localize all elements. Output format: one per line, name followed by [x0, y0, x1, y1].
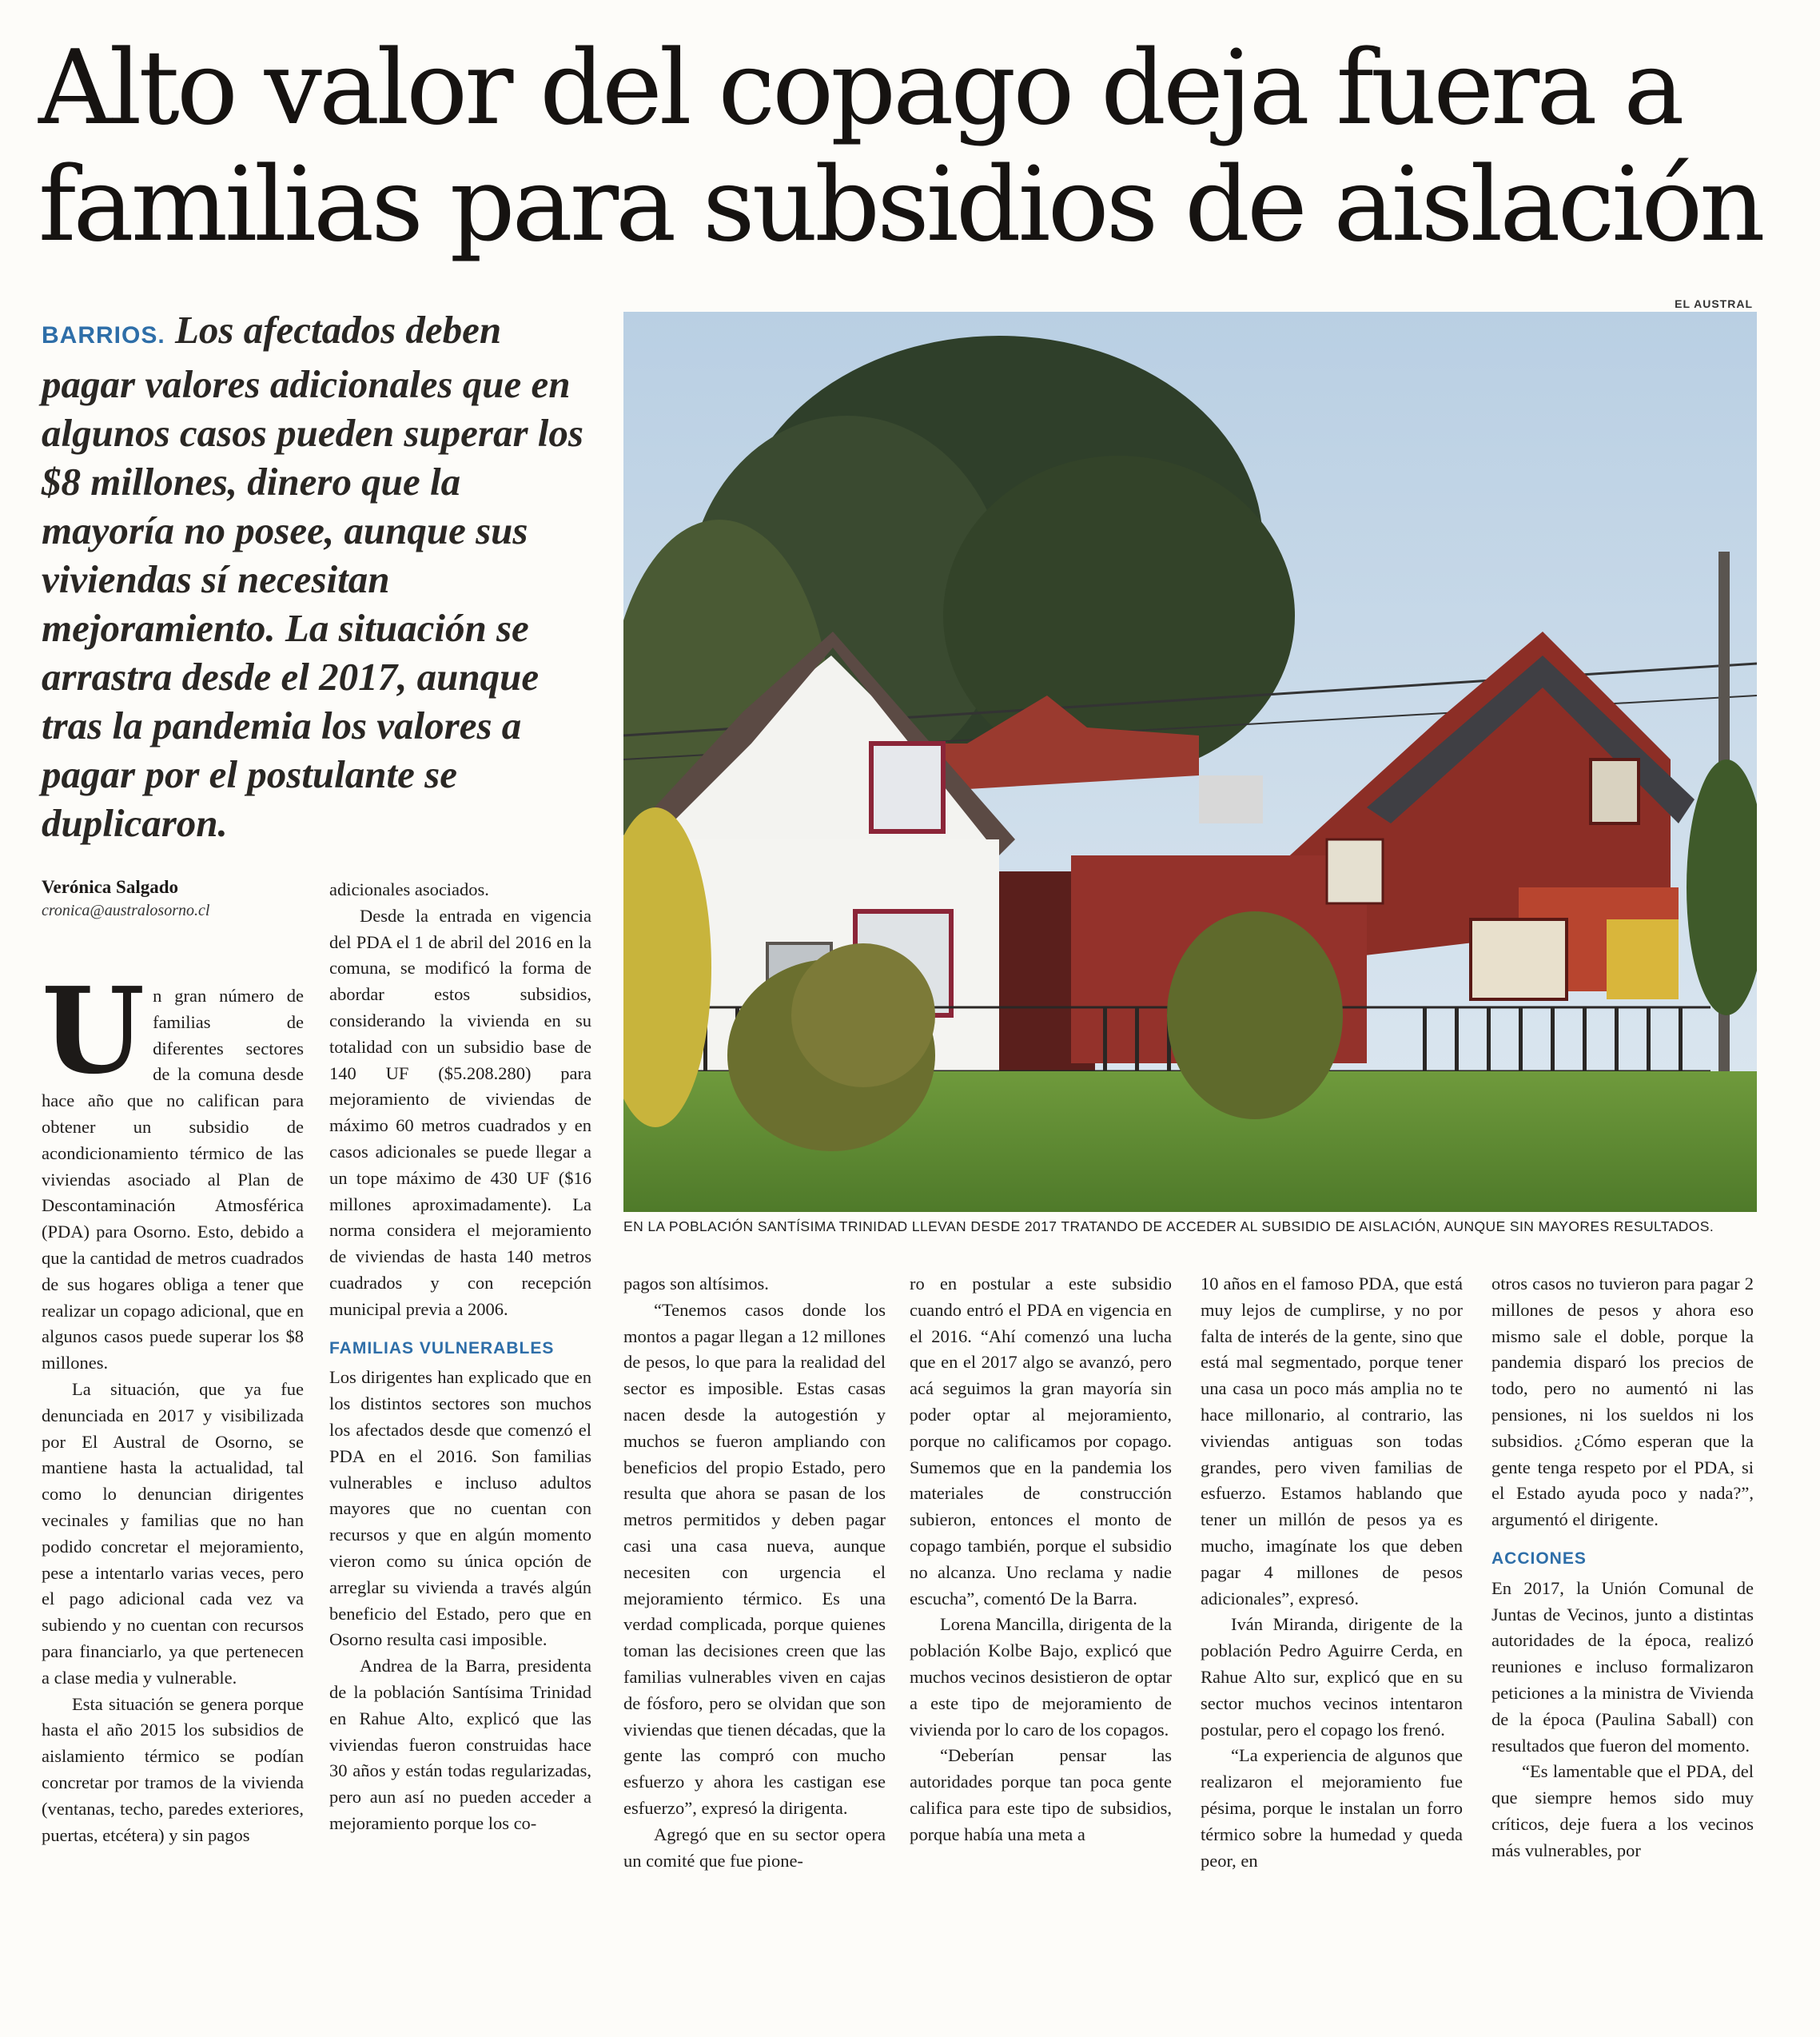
- article-paragraph: Lorena Mancilla, dirigenta de la población Kolbe Bajo, explicó que muchos vecinos desistieron de optar a este tipo de mejoramiento de vivienda por lo caro de los copagos.: [910, 1614, 1172, 1740]
- article-paragraph: otros casos no tuvieron para pagar 2 millones de pesos y ahora eso mismo sale el doble, porque la pandemia disparó los precios de todo, pero no aumentó ni las pensiones, ni los sueldos ni los subsidios. ¿Cómo esperan que la gente tenga respeto por el PDA, si el Estado ayuda poco y nada?”, argumentó el dirigente.: [1491, 1274, 1754, 1530]
- headline: [38, 30, 1797, 264]
- article-paragraph: pagos son altísimos.: [623, 1274, 769, 1294]
- article-paragraph: 10 años en el famoso PDA, que está muy lejos de cumplirse, y no por falta de interés de la gente, sino que está mal segmentado, porque tener una casa un poco más amplia no te hace millonario, al contrario, las viviendas antiguas son todas grandes, pero viven familias de esfuerzo. Estamos hablando que tener un millón de pesos ya es mucho, imagínate los que deben pagar 4 millones de pesos adicionales”, expresó.: [1201, 1274, 1463, 1608]
- article-paragraph: La situación, que ya fue denunciada en 2017 y visibilizada por El Austral de Osorno, se mantiene hasta la actualidad, tal como lo denuncian dirigentes vecinales y familias que no han podido concretar el mejoramiento, pese a intentarlo varias veces, pero el pago adicional cada vez va subiendo y no cuentan con recursos para financiarlo, ya que pertenecen a clase media y vulnerable.: [42, 1378, 304, 1688]
- lead-text: Los afectados deben pagar valores adicionales que en algunos casos pueden superar los $8 millones, dinero que la mayoría no posee, aunque sus viviendas sí necesitan mejoramiento. La situación se arrastra desde el 2017, aunque tras la pandemia los valores a pagar por el postulante se duplicaron.: [42, 308, 583, 845]
- article-paragraph: “Tenemos casos donde los montos a pagar llegan a 12 millones de pesos, lo que para la realidad del sector es imposible. Estas casas nacen desde la autogestión y muchos se fueron ampliando con beneficios del propio Estado, pero resulta que ahora se pasan de los metros permitidos y deben pagar casi una casa nueva, aunque necesiten con urgencia el mejoramiento térmico. Es una verdad complicada, porque quienes toman las decisiones creen que las familias vulnerables viven en cajas de fósforo, pero se olvidan que son viviendas que tienen décadas, que la gente las compró con mucho esfuerzo y ahora les castigan ese esfuerzo”, expresó la dirigenta.: [623, 1299, 886, 1818]
- article-paragraph: “Deberían pensar las autoridades porque tan poca gente califica para este tipo de subsidios, porque había una meta a: [910, 1745, 1172, 1844]
- article-paragraph: Andrea de la Barra, presidenta de la población Santísima Trinidad en Rahue Alto, explicó que las viviendas fueron construidas hace 30 años y están todas regularizadas, pero aun así no pueden acceder a mejoramiento porque los co-: [329, 1656, 591, 1833]
- headline-line-2: familias para subsidios de aislación: [38, 146, 1762, 265]
- headline-line-1: Alto valor del copago deja fuera a: [38, 29, 1682, 148]
- author-name: Verónica Salgado: [42, 877, 179, 897]
- article-paragraph: ro en postular a este subsidio cuando entró el PDA en vigencia en el 2016. “Ahí comenzó una lucha que en el 2017 algo se avanzó, pero acá seguimos la gran mayoría sin poder optar al mejoramiento, porque no calificamos por copago. Sumemos que en la pandemia los materiales de construcción subieron, entonces el monto de copago también, porque el subsidio no alcanza. Uno reclama y nadie escucha”, comentó De la Barra.: [910, 1274, 1172, 1608]
- byline: [42, 875, 313, 922]
- article-column-1: [42, 961, 304, 1848]
- article-paragraph: Desde la entrada en vigencia del PDA el 1 de abril del 2016 en la comuna, se modificó la forma de abordar estos subsidios, considerando la vivienda en su totalidad con un subsidio base de 140 UF ($5.208.280) para mejoramiento de viviendas de máximo 60 metros cuadrados y en casos adicionales se puede llegar a un tope máximo de 430 UF ($16 millones aproximadamente). La norma considera el mejoramiento de viviendas de hasta 140 metros cuadrados y con recepción municipal previa a 2006.: [329, 905, 591, 1319]
- houses-photo-illustration: [623, 312, 1757, 1212]
- article-paragraph: Esta situación se genera porque hasta el año 2015 los subsidios de aislamiento térmico se podían concretar por tramos de la vivienda (ventanas, techo, paredes exteriores, puertas, etcétera) y sin pagos: [42, 1693, 304, 1845]
- article-paragraph: Iván Miranda, dirigente de la población Pedro Aguirre Cerda, en Rahue Alto sur, explicó que en su sector muchos vecinos intentaron postular, pero el copago los frenó.: [1201, 1614, 1463, 1740]
- photo-caption: EN LA POBLACIÓN SANTÍSIMA TRINIDAD LLEVAN DESDE 2017 TRATANDO DE ACCEDER AL SUBSIDIO DE AISLACIÓN, AUNQUE SIN MAYORES RESULTADOS.: [623, 1218, 1714, 1234]
- author-email: cronica@australosorno.cl: [42, 902, 210, 919]
- section-kicker: BARRIOS.: [42, 322, 165, 349]
- article-column-2: [329, 877, 591, 1837]
- article-column-5: [1201, 1271, 1463, 1874]
- drop-cap: U: [42, 961, 145, 1100]
- article-column-3: [623, 1271, 886, 1874]
- article-paragraph: adicionales asociados.: [329, 879, 489, 899]
- photo-credit: EL AUSTRAL: [1675, 297, 1753, 310]
- article-paragraph: “Es lamentable que el PDA, del que siempre hemos sido muy críticos, deje fuera a los vecinos más vulnerables, por: [1491, 1761, 1754, 1860]
- article-paragraph: “La experiencia de algunos que realizaron el mejoramiento fue pésima, porque le instalan un forro térmico sobre la humedad y queda peor, en: [1201, 1745, 1463, 1871]
- subheading-familias-vulnerables: FAMILIAS VULNERABLES: [329, 1338, 555, 1357]
- article-photo: [623, 312, 1757, 1212]
- article-column-4: [910, 1271, 1172, 1848]
- subheading-acciones: ACCIONES: [1491, 1549, 1587, 1568]
- article-paragraph: Los dirigentes han explicado que en los distintos sectores son muchos los afectados desde que comenzó el PDA en el 2016. Son familias vulnerables e incluso adultos mayores que no cuentan con recursos y que en algún momento vieron como su única opción de arreglar su vivienda a través algún beneficio del Estado, pero que en Osorno resulta casi imposible.: [329, 1367, 591, 1650]
- lead-paragraph: [42, 305, 601, 847]
- article-column-6: [1491, 1271, 1754, 1864]
- article-paragraph: En 2017, la Unión Comunal de Juntas de Vecinos, junto a distintas autoridades de la época, realizó reuniones e incluso formalizaron peticiones a la ministra de Vivienda de la época (Paulina Saball) con resultados que fueron del momento.: [1491, 1577, 1754, 1756]
- article-paragraph: Agregó que en su sector opera un comité que fue pione-: [623, 1824, 886, 1871]
- article-paragraph: Un gran número de familias de diferentes sectores de la comuna desde hace año que no califican para obtener un subsidio de acondicionamiento térmico de las viviendas asociado al Plan de Descontaminación Atmosférica (PDA) para Osorno. Esto, debido a que la cantidad de metros cuadrados de sus hogares obliga a tener que realizar un copago adicional, que en algunos casos puede superar los $8 millones.: [42, 961, 304, 1373]
